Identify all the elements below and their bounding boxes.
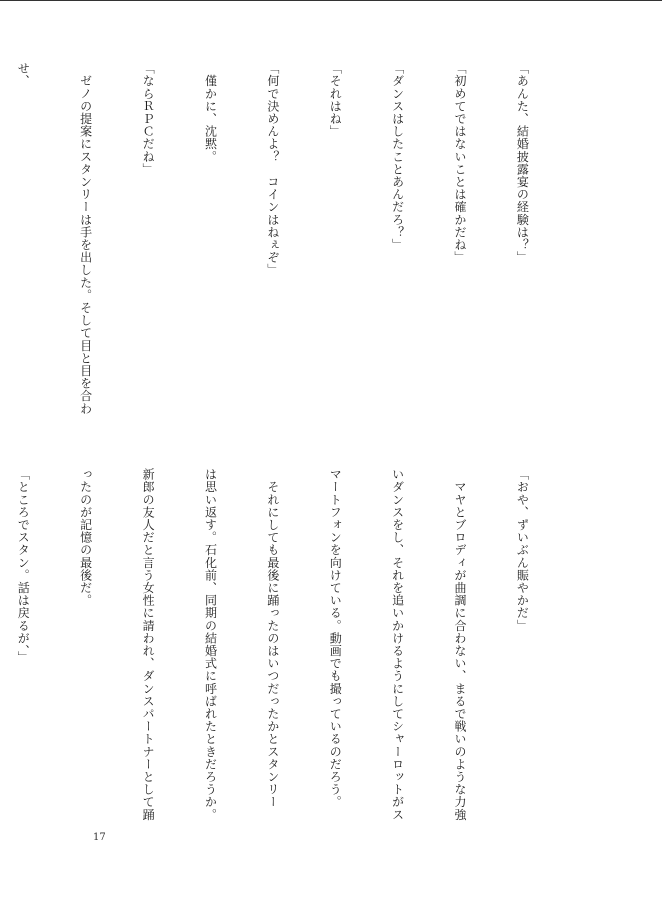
- text-column: 「初めてではないことは確かだね」: [453, 62, 468, 264]
- page-number: 17: [93, 832, 106, 843]
- text-column: いダンスをし、それを追いかけるようにしてシャーロットがス: [390, 468, 405, 821]
- text-column: マートフォンを向けている。動画でも撮っているのだろう。: [328, 468, 343, 809]
- text-column: 「ならＲＰＣだね」: [141, 62, 156, 176]
- text-column: それにしても最後に踊ったのはいつだったかとスタンリー: [265, 468, 280, 809]
- text-column: は思い返す。石化前、同期の結婚式に呼ばれたときだろうか。: [203, 468, 218, 821]
- text-column: 僅かに、沈黙。: [203, 62, 218, 163]
- lower-text-block: [0, 468, 574, 848]
- text-column: 「何で決めんよ？ コインはねぇぞ」: [265, 62, 280, 277]
- text-column: ったのが記憶の最後だ。: [78, 468, 93, 607]
- text-column: せ、: [16, 62, 31, 88]
- text-column: 「あんた、結婚披露宴の経験は？」: [515, 62, 530, 264]
- text-column: 「ダンスはしたことあんだろ？」: [390, 62, 405, 251]
- text-column: マヤとブロディが曲調に合わない、まるで戦いのような力強: [453, 468, 468, 821]
- text-column: 「それはね」: [328, 62, 343, 138]
- upper-text-block: [0, 62, 574, 442]
- text-column: 新郎の友人だと言う女性に請われ、ダンスパートナーとして踊: [141, 468, 156, 821]
- top-rule: [0, 0, 662, 1]
- text-column: ゼノの提案にスタンリーは手を出した。そして目と目を合わ: [78, 62, 93, 415]
- text-column: 「おや、ずいぶん賑やかだ」: [515, 468, 530, 632]
- text-column: 「ところでスタン。話は戻るが、」: [16, 468, 31, 664]
